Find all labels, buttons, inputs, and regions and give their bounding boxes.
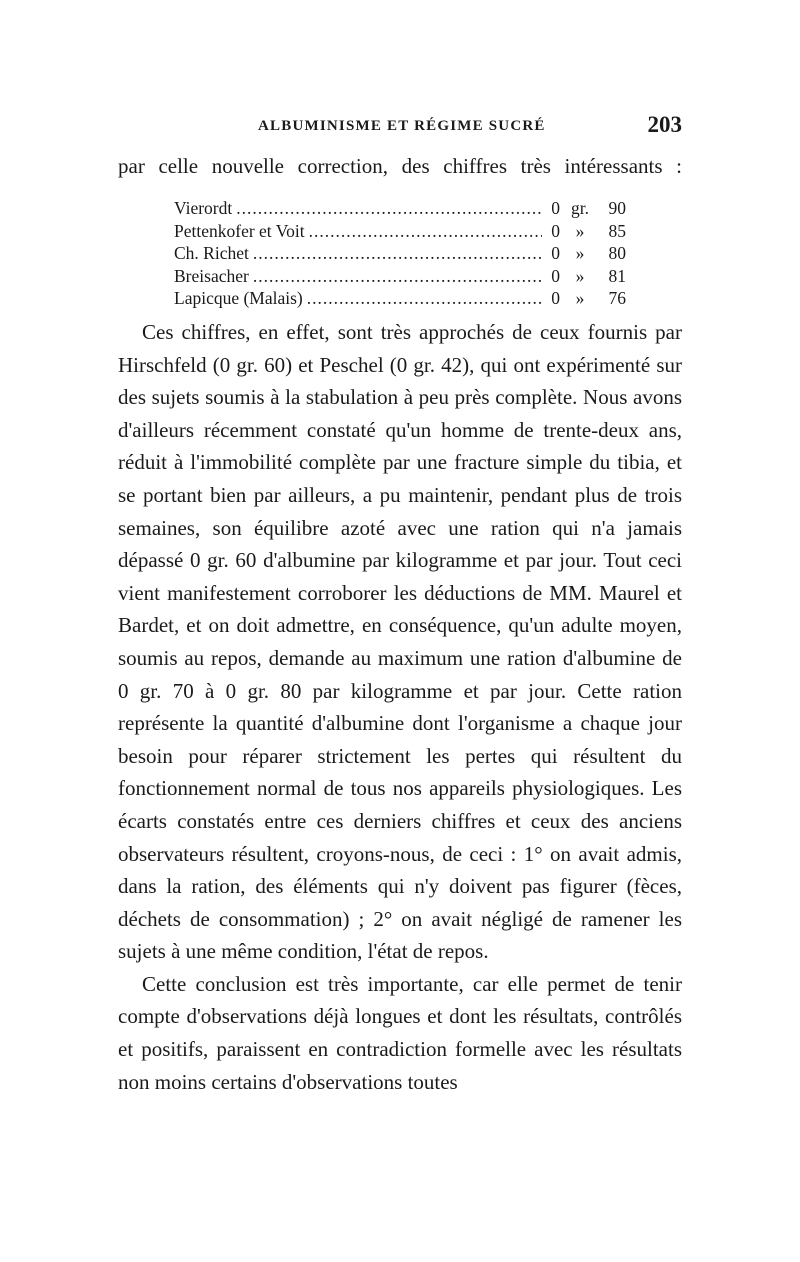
table-row [174, 243, 626, 266]
table-row [174, 221, 626, 244]
value-integer: 0 [551, 220, 560, 241]
table-row [174, 266, 626, 289]
paragraph: Ces chiffres, en effet, sont très approchés de ceux fournis par Hirschfeld (0 gr. 60) et Peschel (0 gr. 42), qui ont expérimenté sur des sujets soumis à la stabulation à peu près complète. Nous avons d'ailleurs récemment constaté qu'un homme de trente-deux ans, réduit à l'immobilité complète par une fracture simple du tibia, et se portant bien par ailleurs, a pu maintenir, pendant plus de trois semaines, son équilibre azoté avec une ration qui n'a jamais dépassé 0 gr. 60 d'albumine par kilogramme et par jour. Tout ceci vient manifestement corroborer les déductions de MM. Maurel et Bardet, et on doit admettre, en conséquence, qu'un adulte moyen, soumis au repos, demande au maximum une ration d'albumine de 0 gr. 70 à 0 gr. 80 par kilogramme et par jour. Cette ration représente la quantité d'albumine dont l'organisme a chaque jour besoin pour réparer strictement les pertes qui résultent du fonctionnement normal de tous nos appareils physiologiques. Les écarts constatés entre ces derniers chiffres et ceux des anciens observateurs résultent, croyons-nous, de ceci : 1° on avait admis, dans la ration, des éléments qui n'y doivent pas figurer (fèces, déchets de consommation) ; 2° on avait négligé de ramener les sujets à une même condition, l'état de repos. [118, 320, 682, 964]
value-unit: » [575, 288, 585, 308]
value-unit: » [575, 243, 585, 263]
author-name: Lapicque (Malais) [174, 288, 303, 308]
value-integer: 0 [551, 243, 560, 263]
value-decimal: 81 [608, 265, 626, 286]
value-integer: 0 [551, 288, 560, 308]
body-text [118, 316, 682, 1098]
value-integer: 0 [551, 265, 560, 286]
value-unit: gr. [571, 198, 589, 218]
value-decimal: 90 [608, 198, 626, 218]
dot-leader [307, 288, 542, 309]
page-header [118, 112, 682, 142]
table-row [174, 288, 626, 311]
dot-leader [309, 221, 542, 242]
value-unit: » [575, 220, 585, 241]
dot-leader [253, 266, 542, 287]
paragraph: Cette conclusion est très importante, car elle permet de tenir compte d'observations déjà longues et dont les résultats, contrôlés et positifs, paraissent en contradiction formelle avec les résultats non moins certains d'observations toutes [118, 971, 682, 1094]
values-table [174, 198, 626, 311]
author-name: Vierordt [174, 198, 233, 218]
dot-leader [236, 198, 542, 219]
value-decimal: 76 [608, 288, 626, 308]
running-title: ALBUMINISME ET RÉGIME SUCRÉ [258, 118, 546, 134]
table-row [174, 198, 626, 221]
value-decimal: 80 [608, 243, 626, 263]
author-name: Breisacher [174, 265, 249, 286]
intro-line: par celle nouvelle correction, des chiffres très intéressants : [118, 154, 682, 178]
value-decimal: 85 [608, 220, 626, 241]
value-unit: » [575, 265, 585, 286]
author-name: Ch. Richet [174, 243, 249, 263]
dot-leader [253, 243, 542, 264]
page-number: 203 [647, 112, 682, 137]
value-integer: 0 [551, 198, 560, 218]
author-name: Pettenkofer et Voit [174, 220, 305, 241]
